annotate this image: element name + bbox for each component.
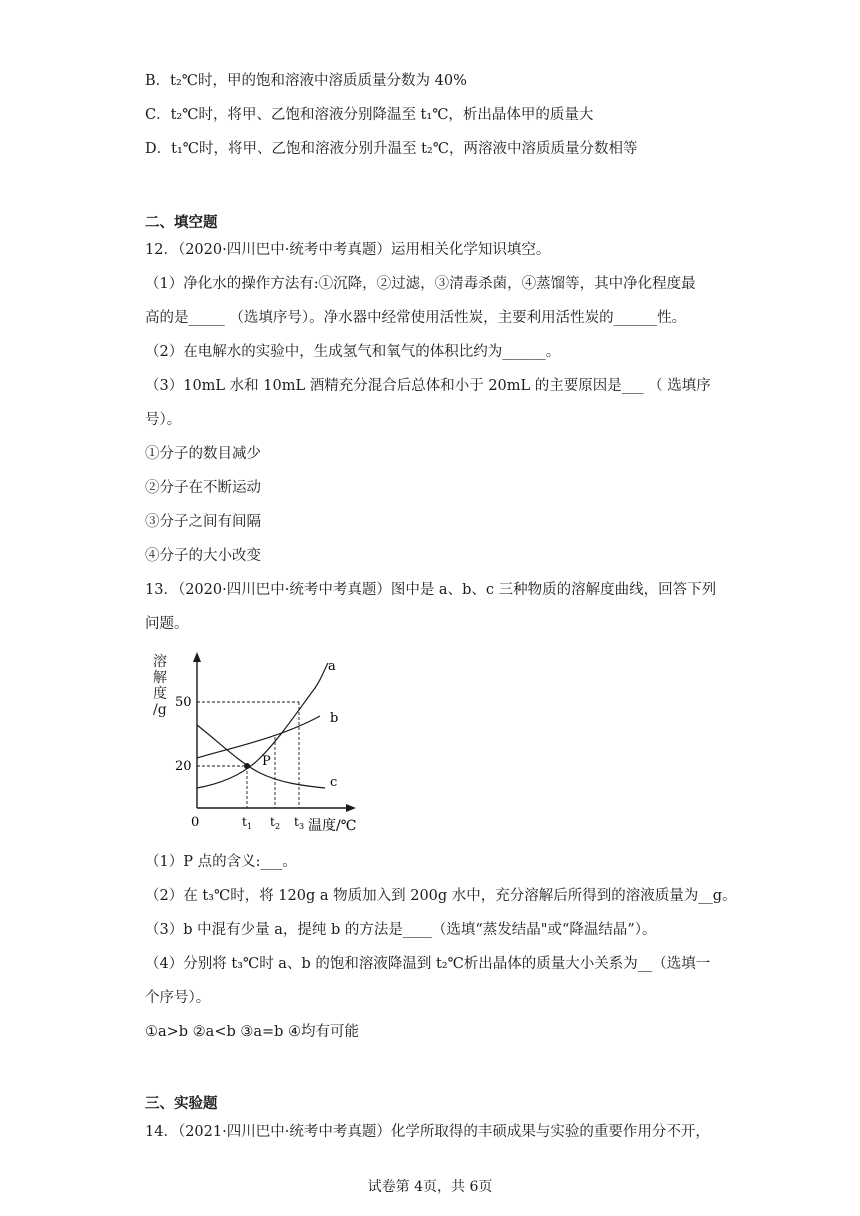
y-axis-label-char: 度 [153,686,167,702]
q14-stem: 14．（2021·四川巴中·统考中考真题）化学所取得的丰硕成果与实验的重要作用分不开， [145,1124,710,1140]
x-axis-label: 温度/℃ [308,818,357,833]
y-axis-label-char: /g [153,702,167,718]
q12-option-1: ①分子的数目减少 [145,446,261,462]
q12-option-4: ④分子的大小改变 [145,548,261,564]
x-tick-t1: t [242,815,247,829]
q12-part2: （2）在电解水的实验中，生成氢气和氧气的体积比约为______。 [145,344,561,360]
y-axis-label-char: 解 [153,670,167,686]
q13-part1: （1）P 点的含义:___。 [145,854,297,870]
q12-part3-line1: （3）10mL 水和 10mL 酒精充分混合后总体和小于 20mL 的主要原因是___ （ 选填序 [145,378,711,394]
q12-part1-line1: （1）净化水的操作方法有:①沉降，②过滤，③清毒杀菌，④蒸馏等，其中净化程度最 [145,276,696,292]
q12-option-3: ③分子之间有间隔 [145,514,261,530]
section-heading-fill-blank: 二、填空题 [145,214,218,231]
solubility-curve-graph [150,648,370,833]
x-tick-t2-subscript: 2 [275,822,281,831]
y-axis-label-char: 溶 [153,654,167,670]
x-tick-t2: t [270,815,275,829]
q12-option-2: ②分子在不断运动 [145,480,261,496]
q12-part3-line2: 号）。 [145,412,182,428]
q12-part1-line2: 高的是_____ （选填序号）。净水器中经常使用活性炭，主要利用活性炭的______性。 [145,310,687,326]
q13-part4-line1: （4）分别将 t₃℃时 a、b 的饱和溶液降温到 t₂℃析出晶体的质量大小关系为__（选填一 [145,956,711,972]
q13-choices: ①a>b ②a<b ③a=b ④均有可能 [145,1024,360,1040]
curve-a-label: a [328,659,336,674]
option-c: C．t₂℃时，将甲、乙饱和溶液分别降温至 t₁℃，析出晶体甲的质量大 [145,107,594,123]
q13-part2: （2）在 t₃℃时，将 120g a 物质加入到 200g 水中，充分溶解后所得到的溶液质量为__g。 [145,888,737,904]
y-tick-50: 50 [175,695,192,710]
x-tick-t1-subscript: 1 [247,822,253,831]
y-axis-arrow-icon [193,652,201,662]
point-p-label: P [262,754,271,769]
x-tick-t3: t [294,815,299,829]
y-tick-20: 20 [175,759,192,774]
q13-part4-line2: 个序号）。 [145,990,211,1006]
option-b: B．t₂℃时，甲的饱和溶液中溶质质量分数为 40% [145,73,467,89]
curve-b [197,716,320,758]
q13-stem-line1: 13．（2020·四川巴中·统考中考真题）图中是 a、b、c 三种物质的溶解度曲线，回答下列 [145,582,717,598]
section-heading-experiment: 三、实验题 [145,1095,218,1112]
q13-part3: （3）b 中混有少量 a，提纯 b 的方法是____（选填“蒸发结晶"或“降温结晶”）。 [145,922,657,938]
curve-b-label: b [330,711,339,726]
curve-c-label: c [330,775,338,790]
x-tick-t3-subscript: 3 [299,822,305,831]
x-axis-arrow-icon [346,804,356,812]
q13-stem-line2: 问题。 [145,616,189,632]
option-d: D．t₁℃时，将甲、乙饱和溶液分别升温至 t₂℃，两溶液中溶质质量分数相等 [145,141,638,157]
origin-label: 0 [191,815,200,830]
intersection-point [244,763,250,769]
curve-a [197,663,328,788]
y-axis-label [153,653,167,718]
q12-stem: 12．（2020·四川巴中·统考中考真题）运用相关化学知识填空。 [145,242,551,258]
page-footer: 试卷第 4页，共 6页 [367,1179,493,1195]
